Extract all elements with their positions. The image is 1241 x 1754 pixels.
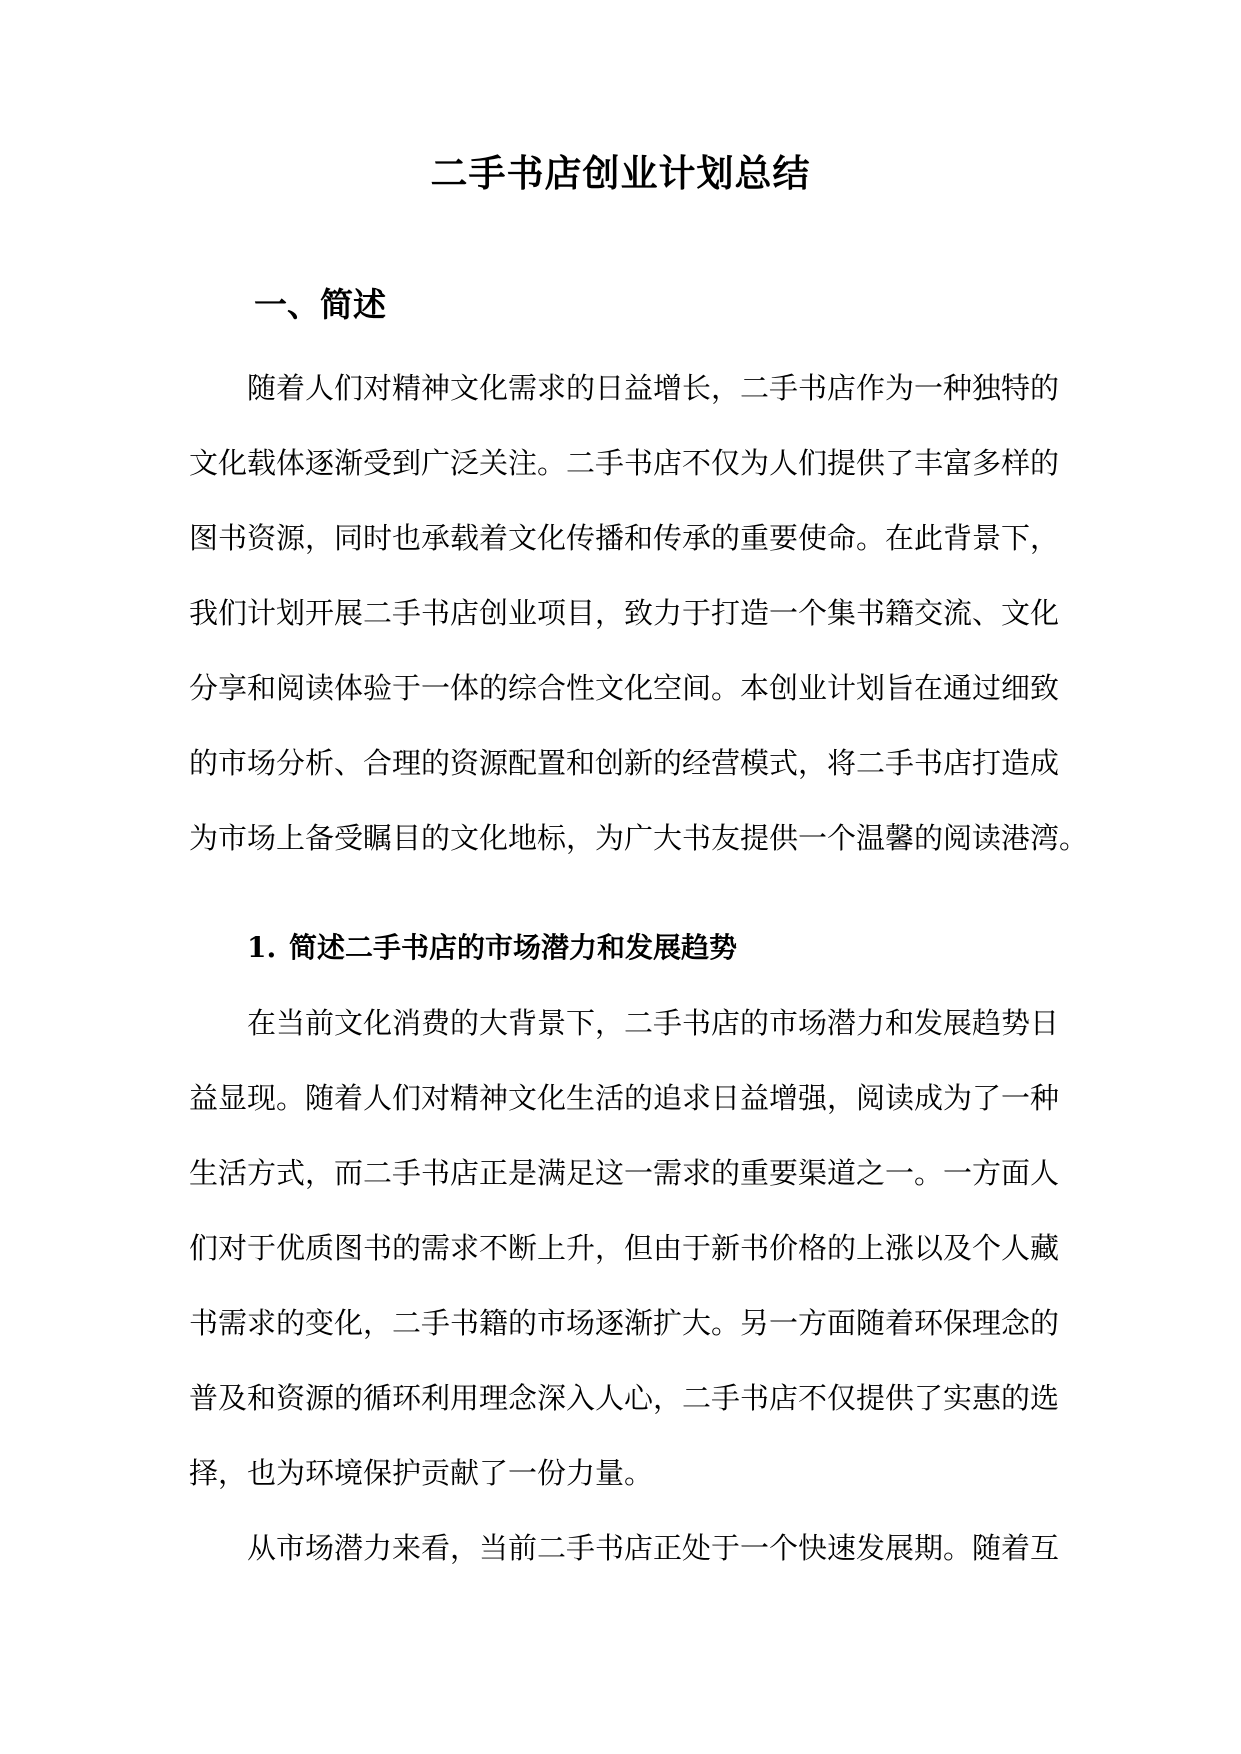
paragraph-line: 益显现。随着人们对精神文化生活的追求日益增强，阅读成为了一种 — [189, 1081, 1060, 1115]
section-heading-overview: 一、简述 — [254, 285, 386, 324]
paragraph-line: 从市场潜力来看，当前二手书店正处于一个快速发展期。随着互 — [247, 1531, 1060, 1565]
paragraph-line: 普及和资源的循环利用理念深入人心，二手书店不仅提供了实惠的选 — [189, 1381, 1060, 1415]
subsection-heading-market-potential — [247, 928, 737, 968]
paragraph-line: 分享和阅读体验于一体的综合性文化空间。本创业计划旨在通过细致 — [189, 671, 1060, 705]
paragraph-line: 图书资源，同时也承载着文化传播和传承的重要使命。在此背景下， — [189, 521, 1060, 555]
subsection-title: 简述二手书店的市场潜力和发展趋势 — [289, 931, 738, 964]
paragraph-line: 择，也为环境保护贡献了一份力量。 — [189, 1456, 654, 1490]
paragraph-line: 书需求的变化，二手书籍的市场逐渐扩大。另一方面随着环保理念的 — [189, 1306, 1060, 1340]
paragraph-line: 生活方式，而二手书店正是满足这一需求的重要渠道之一。一方面人 — [189, 1156, 1060, 1190]
paragraph-line: 随着人们对精神文化需求的日益增长，二手书店作为一种独特的 — [247, 371, 1060, 405]
paragraph-line: 的市场分析、合理的资源配置和创新的经营模式，将二手书店打造成 — [189, 746, 1060, 780]
subsection-number: 1. — [247, 931, 277, 964]
document-title: 二手书店创业计划总结 — [430, 151, 811, 195]
paragraph-line: 们对于优质图书的需求不断上升，但由于新书价格的上涨以及个人藏 — [189, 1231, 1060, 1265]
paragraph-line: 为市场上备受瞩目的文化地标，为广大书友提供一个温馨的阅读港湾。 — [189, 821, 1089, 855]
paragraph-line: 我们计划开展二手书店创业项目，致力于打造一个集书籍交流、文化 — [189, 596, 1060, 630]
paragraph-line: 文化载体逐渐受到广泛关注。二手书店不仅为人们提供了丰富多样的 — [189, 446, 1060, 480]
paragraph-line: 在当前文化消费的大背景下，二手书店的市场潜力和发展趋势日 — [247, 1006, 1060, 1040]
